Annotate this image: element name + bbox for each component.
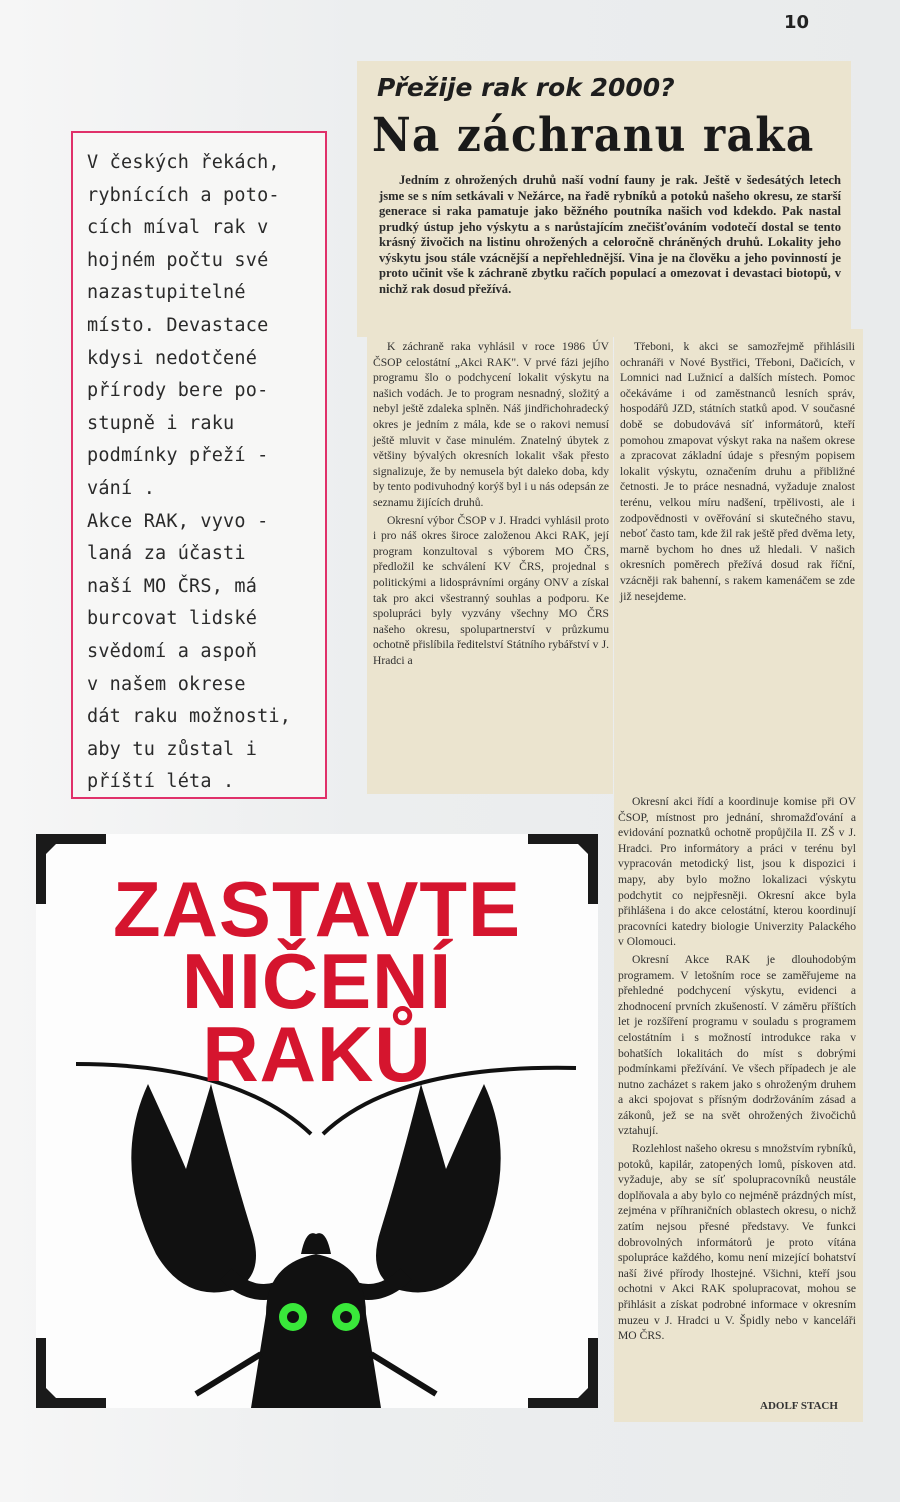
typed-note-line: vání . — [87, 477, 156, 499]
typed-note-line: burcovat lidské — [87, 608, 258, 630]
page-number: 10 — [784, 12, 810, 33]
typed-note-line: v našem okrese — [87, 673, 246, 695]
article-column-1 — [373, 339, 609, 670]
typed-note-line: dát raku možnosti, — [87, 706, 292, 728]
typed-note-line: svědomí a aspoň — [87, 640, 258, 662]
article-kicker: Přežije rak rok 2000? — [377, 73, 675, 102]
article-column-2 — [620, 339, 855, 606]
article-title: Na záchranu raka — [372, 108, 815, 163]
article-column-3 — [618, 794, 856, 1346]
typed-note-frame — [71, 131, 327, 799]
article-lead: Jedním z ohrožených druhů naší vodní fauny je rak. Ještě v šedesátých letech jsme se s ním setkávali v Nežárce, na řadě rybníků a potoků našeho okresu, ze starší generace si raka pamatuje jako běžného poutníka našich vod kdekdo. Pak nastal prudký ústup jeho výskytu a s narůstajícím znečišťováním vodotečí dostal se tento krásný živočich na listinu ohrožených a celoročně chráněných druhů. Lokality jeho výskytu jsou stále vzácnější a nepřehlednější. Vina je na člověku a jeho povinností je proto učinit vše k záchraně zbytku račích populací a omezovat i devastaci biotopů, v nichž rak dosud přežívá. — [379, 173, 841, 296]
typed-note-line: hojném počtu své — [87, 249, 269, 271]
paragraph: Rozlehlost našeho okresu s množstvím rybníků, potoků, kapilár, zatopených lomů, pískoven atd. vyžaduje, aby se síť spolupracovníků neustále doplňovala a aby bylo co nejméně prázdných míst, zejména v příhraničních oblastech okresu, o nichž zatím nejsou přesné představy. Ve funkci dobrovolných informátorů je proto vítána spolupráce každého, komu není mizející bohatství naší živé přírody lhostejné. Všichni, kteří jsou ochotni v Akci RAK spolupracovat, mohou se přihlásit a získat podrobné informace v okresním muzeu v J. Hradci u V. Špidly nebo v kanceláři MO ČRS. — [618, 1142, 856, 1343]
poster-title-line-1: ZASTAVTE — [112, 865, 522, 953]
paragraph: Třeboni, k akci se samozřejmě přihlásili ochranáři v Nové Bystřici, Třeboni, Dačicích, v Lomnici nad Lužnicí a dalších místech. Pomoc očekáváme i od zaměstnanců lesních správ, hospodářů JZD, státních statků apod. V současné době se dobudovává síť informátorů, kteří pomohou zmapovat výskyt raka na našem okrese a zpracovat základní údaje s přesným popisem lokalit výskytu, označením druhu a přibližné četnosti. Je to práce nesnadná, vyžaduje znalost terénu, velkou míru nadšení, trpělivosti, ale i zodpovědnosti v ověřování si skutečného stavu, neboť často tam, kde žil rak ještě před dvěma lety, marně bychom ho dnes už hledali. V našich okresních poměrech přežívá dosud rak říční, vzácněji rak bahenní, s rakem kamenáčem se zde již nesejdeme. — [620, 340, 855, 603]
paragraph: Okresní Akce RAK je dlouhodobým programem. V letošním roce se zaměřujeme na přehledné podchycení výskytu, evidenci a zhodnocení prvních zkušeností. V záměru příštích let je rozšíření programu v souladu s programem celostátním i s možností introdukce raka v bohatších lokalitách do míst s dobrými podmínkami přežívání. Ve všech případech je ale nutno zacházet s rakem jako s ohroženým druhem a akci spojovat s přísným dodržováním zásad a zákonů, jež se na svět ohrožených živočichů vztahují. — [618, 952, 856, 1138]
typed-note-line: naší MO ČRS, má — [87, 575, 258, 597]
typed-note-line: kdysi nedotčené — [87, 347, 258, 369]
paragraph: Okresní výbor ČSOP v J. Hradci vyhlásil proto i pro náš okres široce založenou Akci RAK, její program konzultoval s výborem MO ČRS, předložil ke schválení KV ČRS, projednal s politickými a lidosprávními orgány ONV a získal tak pro akci všestranný souhlas a podporu. Ke spolupráci byly vyzvány všechny MO ČRS našeho okresu, spolupartnerství v průzkumu ochotně přislíbila ředitelství Státního rybářství v J. Hradci a — [373, 513, 609, 667]
typed-note-line: přírody bere po- — [87, 380, 269, 402]
typed-note-line: rybnících a poto- — [87, 184, 280, 206]
typed-note-line: místo. Devastace — [87, 314, 269, 336]
article-byline: ADOLF STACH — [760, 1400, 838, 1412]
typed-note-line: laná za účasti — [87, 543, 246, 565]
paragraph: K záchraně raka vyhlásil v roce 1986 ÚV ČSOP celostátní „Akci RAK". V prvé fázi jejího programu šlo o podchycení lokalit výskytu na našich vodách. Je to program nesnadný, složitý a nebyl ještě zdaleka splněn. Náš jindřichohradecký okres je jedním z mála, kde se o rakovi nemusí ještě mluvit v čase minulém. Znatelný úbytek z většiny bývalých okresních lokalit však přesto signalizuje, že by nemusela být daleko doba, kdy by tento podivuhodný korýš byl i u nás odepsán ze seznamu žijících druhů. — [373, 340, 609, 509]
typed-note-text — [87, 147, 327, 799]
poster-title-line-2: NIČENÍ — [181, 937, 453, 1025]
typed-note-line: stupně i raku — [87, 412, 235, 434]
typed-note-line: nazastupitelné — [87, 282, 246, 304]
typed-note-line: V českých řekách, — [87, 152, 280, 173]
typed-note-line: aby tu zůstal i — [87, 738, 258, 760]
typed-note-line: příští léta . — [87, 771, 235, 793]
typed-note-line: Akce RAK, vyvo - — [87, 510, 269, 532]
typed-note-line: cích míval rak v — [87, 217, 269, 239]
paragraph: Okresní akci řídí a koordinuje komise při OV ČSOP, místnost pro jednání, shromažďování a evidování poznatků ochotně propůjčila II. ZŠ v J. Hradci. Pro informátory a práci v terénu byl vypracován metodický list, jsou k dispozici i mapy, aby bylo možno lokalizaci výskytu podchytit co nejpřesněji. Okresní akce byla přihlášena i do akce celostátní, kterou koordinují pracovníci katedry biologie Univerzity Palackého v Olomouci. — [618, 795, 856, 949]
poster-title-line-3: RAKŮ — [202, 1010, 432, 1098]
typed-note-line: podmínky přeží - — [87, 445, 269, 467]
